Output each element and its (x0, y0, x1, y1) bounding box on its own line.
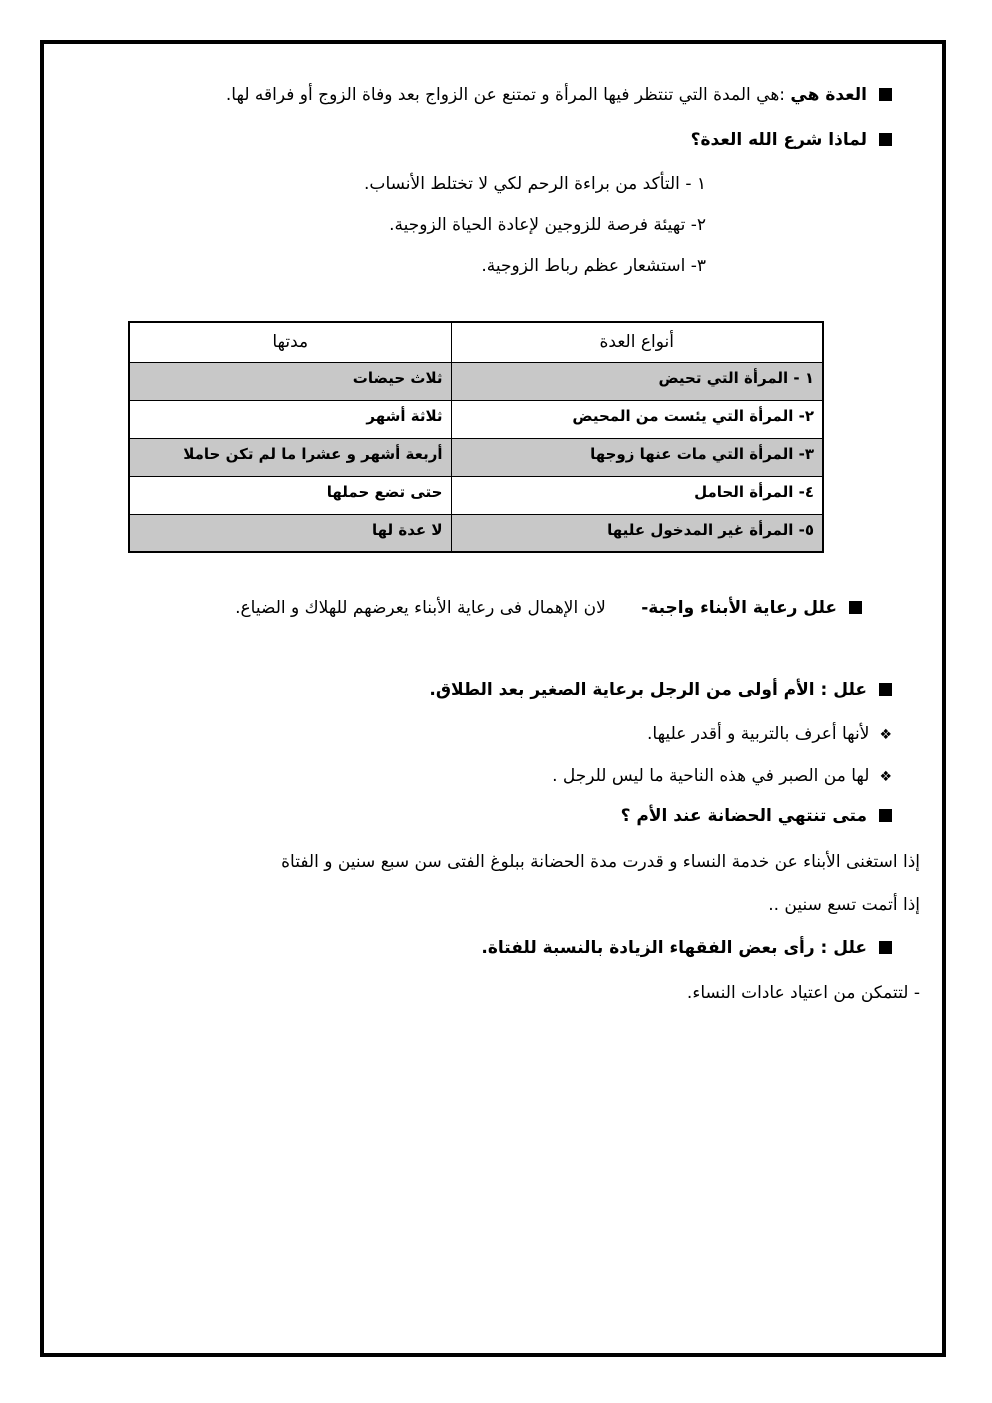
definition-line (226, 85, 892, 105)
square-bullet-icon (879, 88, 892, 101)
table-header-duration: مدتها (129, 322, 451, 362)
square-bullet-icon (849, 601, 862, 614)
diamond-bullet-icon: ❖ (879, 727, 892, 743)
square-bullet-icon (879, 683, 892, 696)
care-reason: لان الإهمال فى رعاية الأبناء يعرضهم للهلاك و الضياع. (235, 598, 606, 618)
table-cell-type: ٢- المرأة التي يئست من المحيض (451, 400, 823, 438)
definition-term: العدة هي (790, 85, 867, 105)
mother-heading-text: علل : الأم أولى من الرجل برعاية الصغير بعد الطلاق. (429, 680, 867, 700)
custody-text-1: إذا استغنى الأبناء عن خدمة النساء و قدرت مدة الحضانة ببلوغ الفتى سن سبع سنين و الفتاة (281, 852, 920, 872)
table-cell-duration: حتى تضع حملها (129, 476, 451, 514)
table-cell-type: ٥- المرأة غير المدخول عليها (451, 514, 823, 552)
table-header-type: أنواع العدة (451, 322, 823, 362)
girl-heading (481, 938, 892, 958)
table-row (129, 400, 823, 438)
square-bullet-icon (879, 941, 892, 954)
care-line (235, 598, 862, 618)
definition-text: :هي المدة التي تنتظر فيها المرأة و تمتنع عن الزواج بعد وفاة الزوج أو فراقه لها. (225, 85, 786, 105)
table-cell-type: ١ - المرأة التي تحيض (451, 362, 823, 400)
square-bullet-icon (879, 133, 892, 146)
table-cell-type: ٣- المرأة التي مات عنها زوجها (451, 438, 823, 476)
table-header-row (129, 322, 823, 362)
diamond-bullet-icon: ❖ (879, 769, 892, 785)
girl-answer: - لتتمكن من اعتياد عادات النساء. (686, 983, 920, 1003)
table-cell-duration: ثلاث حيضات (129, 362, 451, 400)
why-item-3: ٣- استشعار عظم رباط الزوجية. (481, 256, 706, 276)
why-heading-text: لماذا شرع الله العدة؟ (690, 130, 867, 150)
why-item-1: ١ - التأكد من براءة الرحم لكي لا تختلط الأنساب. (364, 174, 706, 194)
table-row (129, 514, 823, 552)
table-cell-duration: أربعة أشهر و عشرا ما لم تكن حاملا (129, 438, 451, 476)
mother-bullet-text: لأنها أعرف بالتربية و أقدر عليها. (647, 724, 870, 744)
iddah-types-table (128, 321, 824, 553)
mother-bullet-1 (647, 724, 892, 744)
mother-bullet-text: لها من الصبر في هذه الناحية ما ليس للرجل . (552, 766, 870, 786)
square-bullet-icon (879, 809, 892, 822)
table-cell-type: ٤- المرأة الحامل (451, 476, 823, 514)
girl-heading-text: علل : رأى بعض الفقهاء الزيادة بالنسبة للفتاة. (481, 938, 867, 958)
why-item-2: ٢- تهيئة فرصة للزوجين لإعادة الحياة الزوجية. (389, 215, 706, 235)
mother-bullet-2 (552, 766, 892, 786)
custody-heading (621, 806, 892, 826)
table-cell-duration: لا عدة لها (129, 514, 451, 552)
mother-heading (429, 680, 892, 700)
custody-heading-text: متى تنتهي الحضانة عند الأم ؟ (620, 806, 867, 826)
table-cell-duration: ثلاثة أشهر (129, 400, 451, 438)
table-row (129, 438, 823, 476)
why-heading (691, 130, 892, 150)
care-heading: علل رعاية الأبناء واجبة- (641, 598, 837, 618)
table-row (129, 476, 823, 514)
table-row (129, 362, 823, 400)
custody-text-2: إذا أتمت تسع سنين .. (768, 895, 920, 915)
